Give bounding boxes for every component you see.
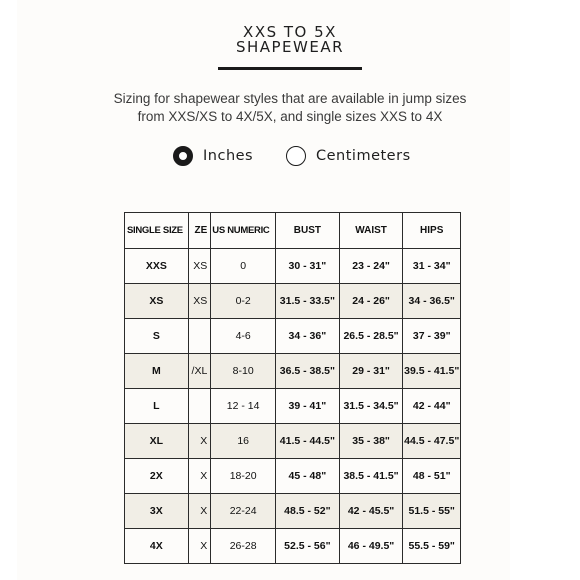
cell-hips: 55.5 - 59" xyxy=(403,529,461,564)
cell-hips: 34 - 36.5" xyxy=(403,284,461,319)
cell-hips: 51.5 - 55" xyxy=(403,494,461,529)
cell-single-size: S xyxy=(125,319,189,354)
cell-jump-size: /XL xyxy=(188,354,211,389)
cell-bust: 48.5 - 52" xyxy=(276,494,340,529)
cell-bust: 34 - 36" xyxy=(276,319,340,354)
cell-us-numeric: 22-24 xyxy=(211,494,276,529)
table-row xyxy=(125,424,461,459)
cell-us-numeric: 0 xyxy=(211,249,276,284)
cell-waist: 31.5 - 34.5" xyxy=(339,389,403,424)
table-header-row xyxy=(125,213,461,249)
unit-option-inches[interactable] xyxy=(173,145,253,167)
cell-hips: 48 - 51" xyxy=(403,459,461,494)
cell-single-size: 2X xyxy=(125,459,189,494)
cell-us-numeric: 12 - 14 xyxy=(211,389,276,424)
col-header-bust: BUST xyxy=(276,213,340,249)
radio-selected-icon[interactable] xyxy=(173,146,193,166)
unit-label-centimeters: Centimeters xyxy=(316,148,411,164)
title-underline xyxy=(218,67,362,70)
col-header-single-size: SINGLE SIZE xyxy=(125,213,189,249)
cell-us-numeric: 26-28 xyxy=(211,529,276,564)
cell-single-size: M xyxy=(125,354,189,389)
cell-waist: 23 - 24" xyxy=(339,249,403,284)
cell-single-size: 4X xyxy=(125,529,189,564)
cell-jump-size: X xyxy=(188,424,211,459)
cell-waist: 46 - 49.5" xyxy=(339,529,403,564)
col-header-hips: HIPS xyxy=(403,213,461,249)
unit-label-inches: Inches xyxy=(203,148,254,164)
cell-bust: 36.5 - 38.5" xyxy=(276,354,340,389)
page-title-line2: SHAPEWEAR xyxy=(235,38,345,56)
table-row xyxy=(125,494,461,529)
cell-bust: 41.5 - 44.5" xyxy=(276,424,340,459)
sizing-description: Sizing for shapewear styles that are available in jump sizes from XXS/XS to 4X/5X, and single sizes XXS to 4X xyxy=(113,91,467,124)
cell-hips: 31 - 34" xyxy=(403,249,461,284)
table-row xyxy=(125,459,461,494)
cell-jump-size: XS xyxy=(188,249,211,284)
cell-jump-size xyxy=(188,319,211,354)
cell-single-size: 3X xyxy=(125,494,189,529)
cell-bust: 52.5 - 56" xyxy=(276,529,340,564)
col-header-us-numeric: US NUMERIC xyxy=(211,213,276,249)
table-row xyxy=(125,284,461,319)
table-row xyxy=(125,529,461,564)
cell-hips: 39.5 - 41.5" xyxy=(403,354,461,389)
cell-us-numeric: 4-6 xyxy=(211,319,276,354)
cell-waist: 35 - 38" xyxy=(339,424,403,459)
cell-us-numeric: 16 xyxy=(211,424,276,459)
radio-unselected-icon[interactable] xyxy=(286,146,306,166)
cell-single-size: L xyxy=(125,389,189,424)
cell-hips: 37 - 39" xyxy=(403,319,461,354)
cell-bust: 39 - 41" xyxy=(276,389,340,424)
cell-jump-size: X xyxy=(188,494,211,529)
cell-waist: 42 - 45.5" xyxy=(339,494,403,529)
table-row xyxy=(125,249,461,284)
cell-bust: 30 - 31" xyxy=(276,249,340,284)
cell-hips: 42 - 44" xyxy=(403,389,461,424)
size-chart-table xyxy=(124,212,461,564)
table-row xyxy=(125,354,461,389)
cell-hips: 44.5 - 47.5" xyxy=(403,424,461,459)
cell-jump-size: XS xyxy=(188,284,211,319)
cell-us-numeric: 0-2 xyxy=(211,284,276,319)
cell-single-size: XL xyxy=(125,424,189,459)
cell-us-numeric: 18-20 xyxy=(211,459,276,494)
table-row xyxy=(125,319,461,354)
unit-option-centimeters[interactable] xyxy=(286,145,411,167)
cell-single-size: XS xyxy=(125,284,189,319)
cell-waist: 38.5 - 41.5" xyxy=(339,459,403,494)
page-title-line1: XXS TO 5X xyxy=(243,23,337,41)
table-row xyxy=(125,389,461,424)
col-header-jump-size: ZE xyxy=(188,213,211,249)
cell-single-size: XXS xyxy=(125,249,189,284)
cell-waist: 24 - 26" xyxy=(339,284,403,319)
col-header-waist: WAIST xyxy=(339,213,403,249)
cell-waist: 29 - 31" xyxy=(339,354,403,389)
cell-jump-size: X xyxy=(188,459,211,494)
cell-bust: 31.5 - 33.5" xyxy=(276,284,340,319)
cell-jump-size xyxy=(188,389,211,424)
cell-us-numeric: 8-10 xyxy=(211,354,276,389)
cell-jump-size: X xyxy=(188,529,211,564)
cell-bust: 45 - 48" xyxy=(276,459,340,494)
cell-waist: 26.5 - 28.5" xyxy=(339,319,403,354)
